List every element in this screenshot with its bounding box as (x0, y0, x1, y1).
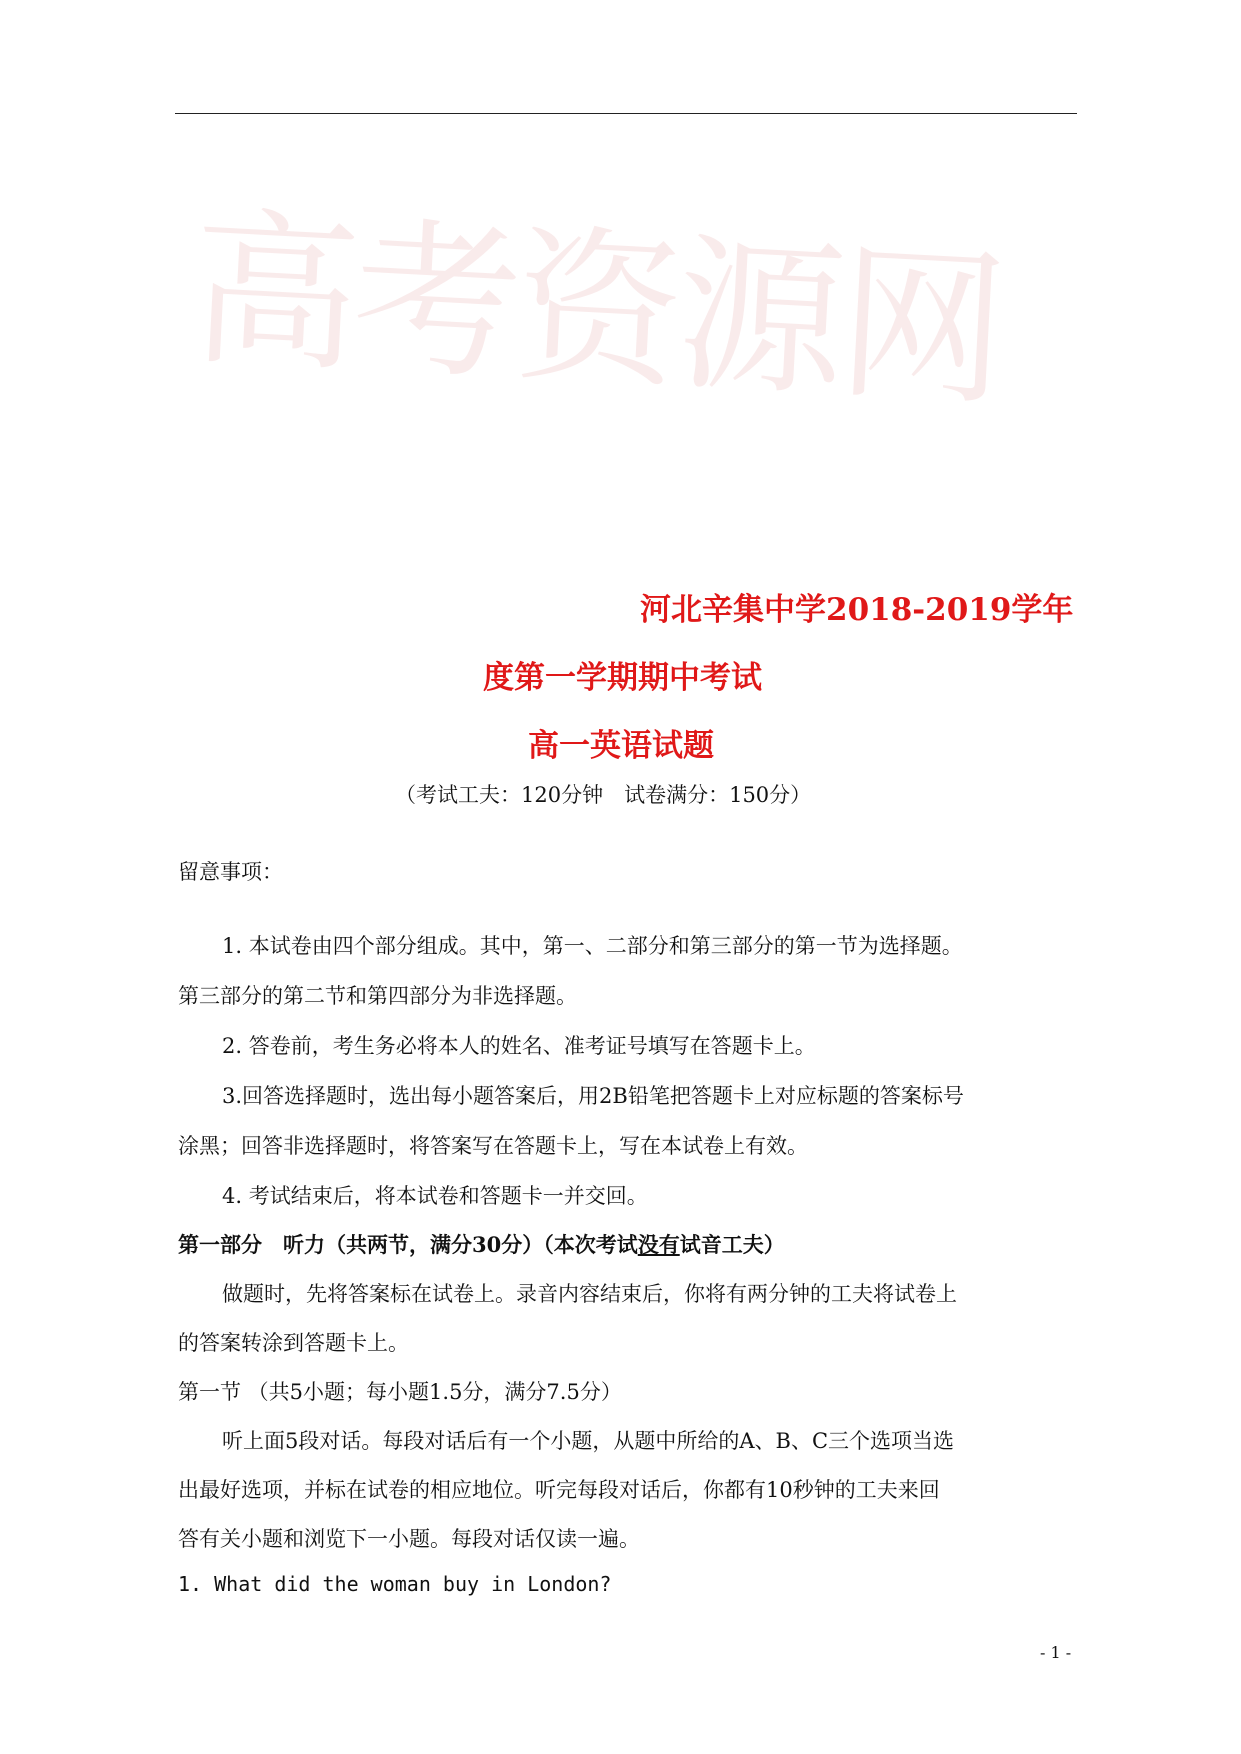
header-rule (175, 113, 1077, 114)
notice-item-4: 4. 考试结束后，将本试卷和答题卡一并交回。 (222, 1184, 648, 1208)
notice-item-3-cont: 涂黑；回答非选择题时，将答案写在答题卡上，写在本试卷上有效。 (178, 1134, 808, 1158)
title-line-1: 河北辛集中学2018-2019学年 (640, 592, 1074, 628)
notice-heading: 留意事项： (178, 860, 283, 884)
exam-info: （考试工夫：120分钟 试卷满分：150分） (395, 783, 812, 807)
part1-instruction-cont: 的答案转涂到答题卡上。 (178, 1331, 409, 1355)
notice-item-2: 2. 答卷前，考生务必将本人的姓名、准考证号填写在答题卡上。 (222, 1034, 816, 1058)
title-line-3: 高一英语试题 (528, 728, 714, 764)
notice-item-1-cont: 第三部分的第二节和第四部分为非选择题。 (178, 984, 577, 1008)
part1-heading-tail: 试音工夫） (679, 1232, 785, 1257)
page-number: - 1 - (1040, 1643, 1072, 1662)
part1-heading-text: 第一部分 听力（共两节，满分30分）（本次考试 (178, 1232, 638, 1257)
part1-heading-underlined: 没有 (637, 1232, 680, 1257)
watermark-logo: 高考资源网 (186, 191, 1006, 430)
notice-item-1: 1. 本试卷由四个部分组成。其中，第一、二部分和第三部分的第一节为选择题。 (222, 934, 963, 958)
part1-instruction: 做题时，先将答案标在试卷上。录音内容结束后，你将有两分钟的工夫将试卷上 (222, 1282, 957, 1306)
question-1: 1. What did the woman buy in London? (178, 1572, 612, 1596)
section1-instruction-cont-2: 答有关小题和浏览下一小题。每段对话仅读一遍。 (178, 1527, 640, 1551)
part1-heading (178, 1229, 785, 1259)
section1-instruction: 听上面5段对话。每段对话后有一个小题，从题中所给的A、B、C三个选项当选 (222, 1429, 955, 1453)
section1-instruction-cont-1: 出最好选项，并标在试卷的相应地位。听完每段对话后，你都有10秒钟的工夫来回 (178, 1478, 940, 1502)
title-line-2: 度第一学期期中考试 (483, 660, 762, 696)
notice-item-3: 3.回答选择题时，选出每小题答案后，用2B铅笔把答题卡上对应标题的答案标号 (222, 1084, 964, 1108)
section1-heading: 第一节 （共5小题；每小题1.5分，满分7.5分） (178, 1380, 622, 1404)
